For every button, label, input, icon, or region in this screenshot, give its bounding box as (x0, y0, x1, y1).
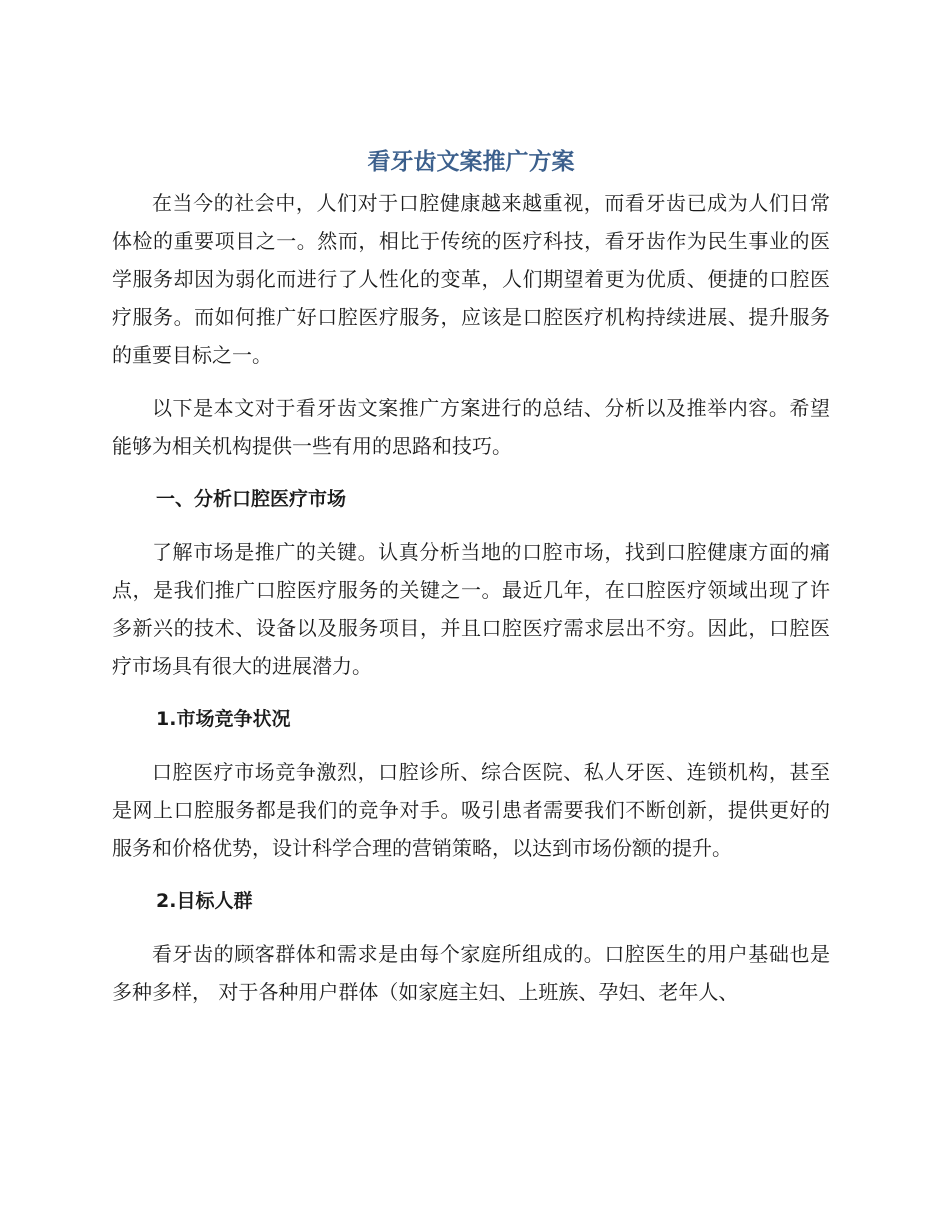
competition-paragraph: 口腔医疗市场竞争激烈，口腔诊所、综合医院、私人牙医、连锁机构，甚至是网上口腔服务都是我们的竞争对手。吸引患者需要我们不断创新，提供更好的服务和价格优势，设计科学合理的营销策略，以达到市场份额的提升。 (112, 760, 830, 860)
document-title: 看牙齿文案推广方案 (367, 149, 575, 175)
section-1-paragraph: 了解市场是推广的关键。认真分析当地的口腔市场，找到口腔健康方面的痛点，是我们推广口腔医疗服务的关键之一。最近几年，在口腔医疗领域出现了许多新兴的技术、设备以及服务项目，并且口腔医疗需求层出不穷。因此，口腔医疗市场具有很大的进展潜力。 (112, 540, 830, 678)
subheading-target-audience: 2.目标人群 (156, 890, 253, 912)
document-page (112, 140, 830, 1026)
intro-paragraph-1: 在当今的社会中，人们对于口腔健康越来越重视，而看牙齿已成为人们日常体检的重要项目之一。然而，相比于传统的医疗科技，看牙齿作为民生事业的医学服务却因为弱化而进行了人性化的变革，人们期望着更为优质、便捷的口腔医疗服务。而如何推广好口腔医疗服务，应该是口腔医疗机构持续进展、提升服务的重要目标之一。 (112, 191, 830, 367)
subheading-competition: 1.市场竞争状况 (156, 708, 291, 730)
target-audience-paragraph: 看牙齿的顾客群体和需求是由每个家庭所组成的。口腔医生的用户基础也是多种多样， 对于各种用户群体（如家庭主妇、上班族、孕妇、老年人、 (112, 942, 830, 1004)
intro-paragraph-2: 以下是本文对于看牙齿文案推广方案进行的总结、分析以及推举内容。希望能够为相关机构提供一些有用的思路和技巧。 (112, 396, 830, 458)
section-heading-market-analysis: 一、分析口腔医疗市场 (156, 488, 347, 510)
